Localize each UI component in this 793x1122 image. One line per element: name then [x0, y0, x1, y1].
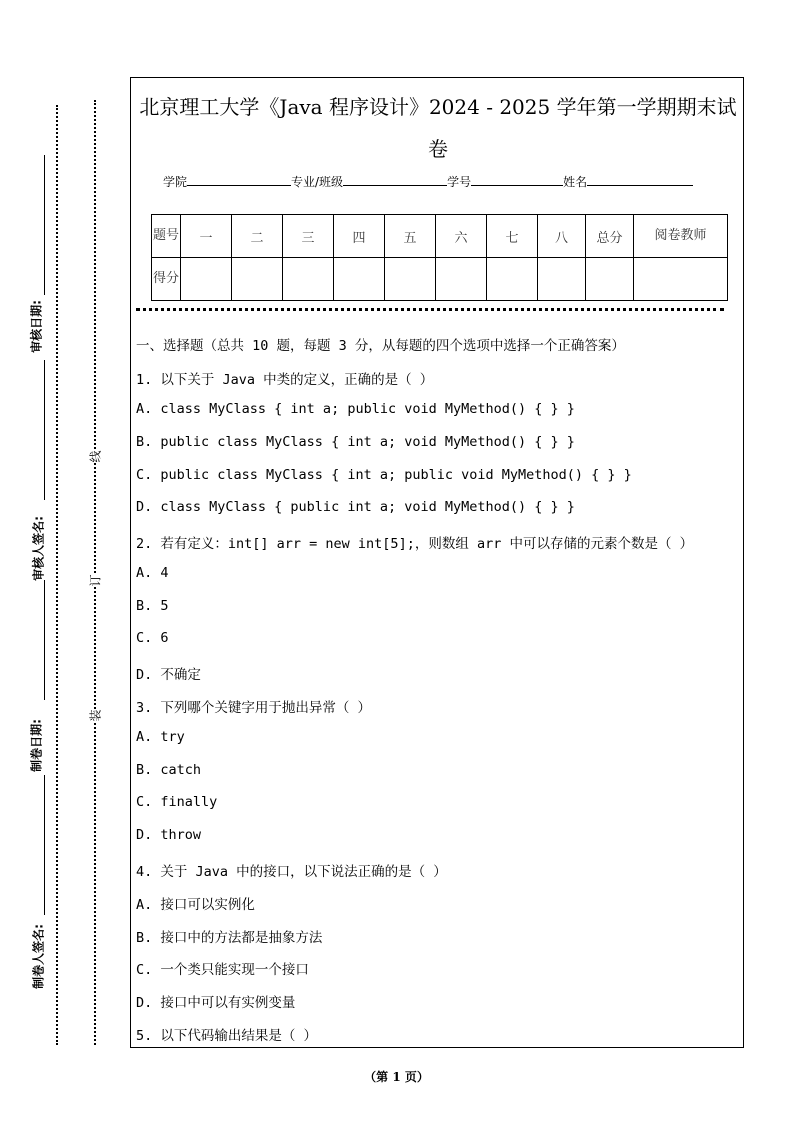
score-row-label: 得分 — [152, 258, 181, 301]
maker-sign-line — [44, 775, 45, 915]
header-cell-grader: 阅卷教师 — [634, 215, 728, 258]
header-cell-8: 八 — [538, 215, 586, 258]
header-cell-6: 六 — [436, 215, 487, 258]
student-id-label: 学号 — [447, 175, 472, 189]
make-date-label: 制卷日期: — [29, 719, 44, 772]
make-date-line — [44, 580, 45, 700]
question-1-option-d: D. class MyClass { public int a; void MyMethod() { } } — [136, 499, 575, 515]
score-table — [151, 214, 728, 301]
header-cell-question-no: 题号 — [152, 215, 181, 258]
header-cell-4: 四 — [334, 215, 385, 258]
title-line-2: 卷 — [428, 137, 448, 161]
header-cell-7: 七 — [487, 215, 538, 258]
header-cell-total: 总分 — [586, 215, 634, 258]
page-number: （第 1 页） — [364, 1070, 429, 1084]
question-1-option-a: A. class MyClass { int a; public void MyMethod() { } } — [136, 401, 575, 417]
score-cell-4[interactable] — [334, 258, 385, 301]
review-date-line — [44, 155, 45, 295]
question-3-option-b: B. catch — [136, 762, 202, 778]
header-cell-1: 一 — [181, 215, 232, 258]
question-3-option-a: A. try — [136, 729, 185, 745]
question-2-option-c: C. 6 — [136, 630, 169, 646]
section-1-heading: 一、选择题（总共 10 题，每题 3 分，从每题的四个选项中选择一个正确答案） — [136, 338, 625, 354]
college-label: 学院 — [163, 175, 188, 189]
score-cell-2[interactable] — [232, 258, 283, 301]
major-label: 专业/班级 — [291, 175, 344, 189]
maker-sign-label: 制卷人签名: — [31, 924, 46, 989]
question-2-option-a: A. 4 — [136, 565, 169, 581]
question-1-option-c: C. public class MyClass { int a; public void MyMethod() { } } — [136, 467, 632, 483]
header-cell-2: 二 — [232, 215, 283, 258]
student-info-row — [163, 173, 693, 190]
title-line-1: 北京理工大学《Java 程序设计》2024 - 2025 学年第一学期期末试 — [139, 95, 737, 119]
question-1: 1. 以下关于 Java 中类的定义，正确的是（ ） — [136, 372, 434, 388]
name-label: 姓名 — [563, 175, 588, 189]
question-2-option-d: D. 不确定 — [136, 667, 201, 683]
reviewer-sign-line — [44, 360, 45, 500]
score-table-header-row — [152, 215, 728, 258]
student-id-field[interactable] — [471, 173, 563, 186]
score-cell-grader[interactable] — [634, 258, 728, 301]
question-4-option-b: B. 接口中的方法都是抽象方法 — [136, 930, 323, 946]
section-separator — [136, 308, 724, 311]
header-cell-3: 三 — [283, 215, 334, 258]
score-cell-5[interactable] — [385, 258, 436, 301]
question-1-option-b: B. public class MyClass { int a; void MyMethod() { } } — [136, 434, 575, 450]
score-cell-1[interactable] — [181, 258, 232, 301]
binding-dotted-line-inner — [56, 105, 58, 1045]
binding-dotted-line-outer — [94, 100, 96, 1045]
question-2: 2. 若有定义：int[] arr = new int[5];，则数组 arr 中可以存储的元素个数是（ ） — [136, 536, 694, 552]
score-cell-3[interactable] — [283, 258, 334, 301]
score-cell-6[interactable] — [436, 258, 487, 301]
score-cell-8[interactable] — [538, 258, 586, 301]
review-date-label: 审核日期: — [29, 300, 44, 353]
question-4: 4. 关于 Java 中的接口，以下说法正确的是（ ） — [136, 864, 447, 880]
binding-char-xian: 线 — [88, 450, 103, 463]
score-table-score-row — [152, 258, 728, 301]
question-4-option-d: D. 接口中可以有实例变量 — [136, 995, 296, 1011]
name-field[interactable] — [587, 173, 693, 186]
question-4-option-c: C. 一个类只能实现一个接口 — [136, 962, 309, 978]
question-3-option-d: D. throw — [136, 827, 202, 843]
question-3-option-c: C. finally — [136, 794, 218, 810]
header-cell-5: 五 — [385, 215, 436, 258]
college-field[interactable] — [187, 173, 291, 186]
question-2-option-b: B. 5 — [136, 598, 169, 614]
reviewer-sign-label: 审核人签名: — [31, 516, 46, 581]
exam-title — [136, 86, 740, 170]
score-cell-7[interactable] — [487, 258, 538, 301]
question-3: 3. 下列哪个关键字用于抛出异常（ ） — [136, 700, 372, 716]
question-4-option-a: A. 接口可以实例化 — [136, 897, 255, 913]
binding-char-zhuang: 装 — [88, 709, 103, 722]
major-field[interactable] — [343, 173, 447, 186]
question-5: 5. 以下代码输出结果是（ ） — [136, 1028, 318, 1044]
binding-char-ding: 订 — [88, 574, 103, 587]
score-cell-total[interactable] — [586, 258, 634, 301]
